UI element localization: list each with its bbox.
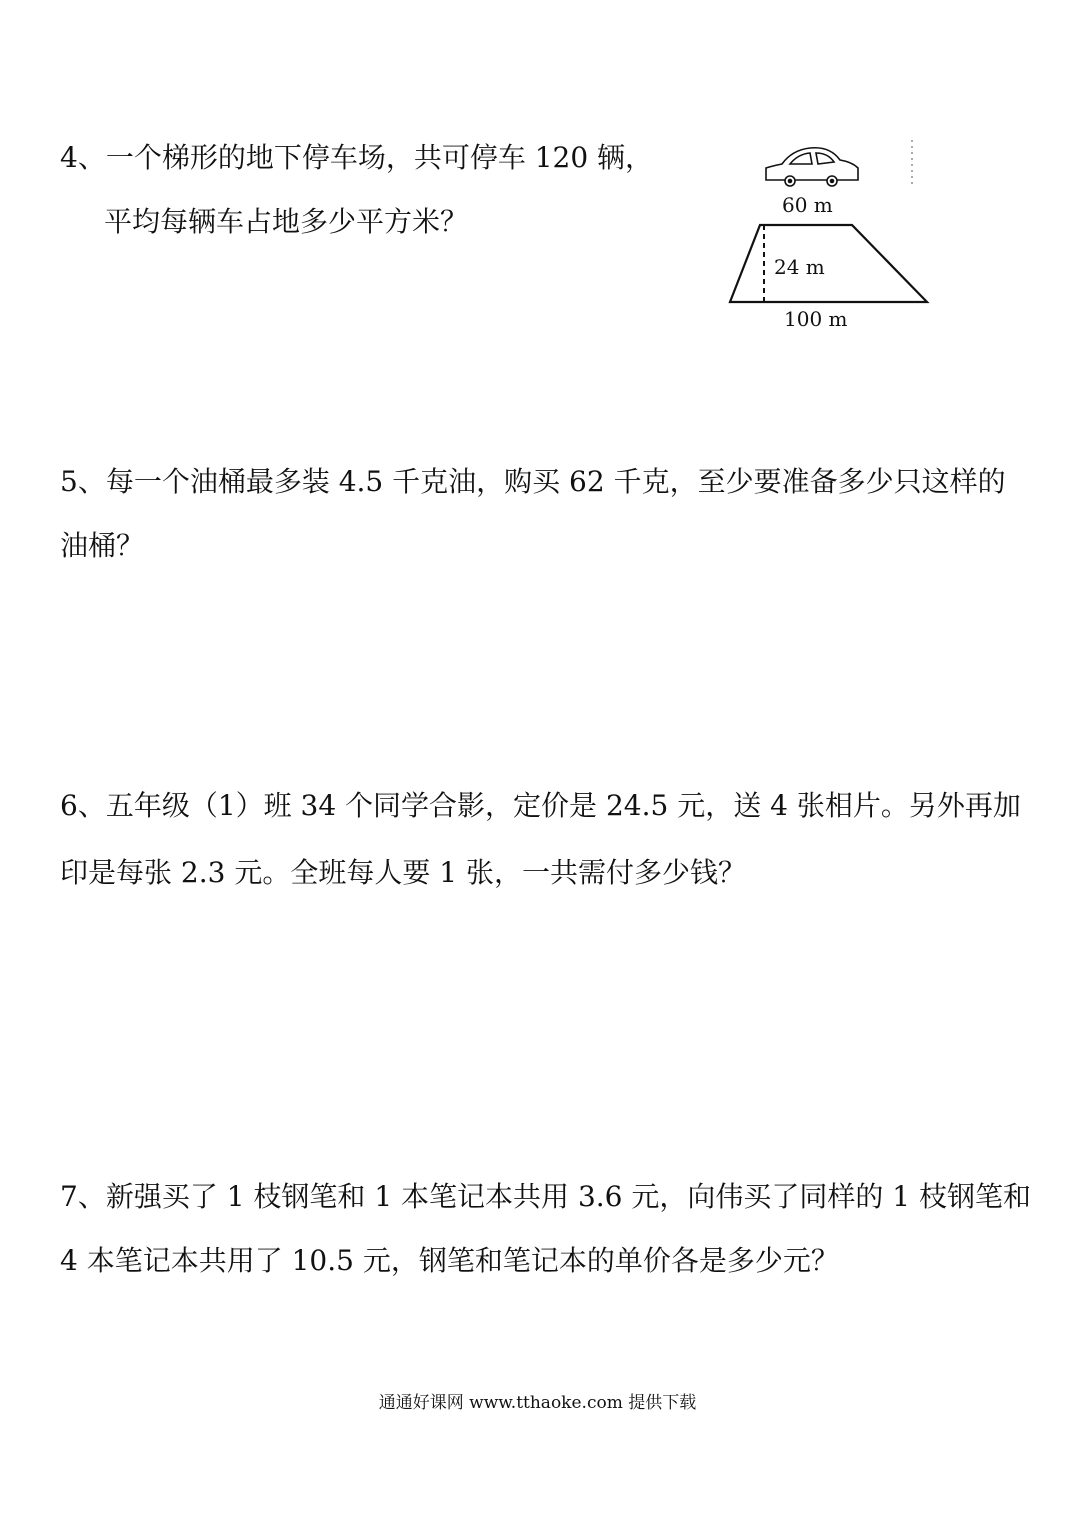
problem-6-line-2: 印是每张 2.3 元。全班每人要 1 张，一共需付多少钱？ <box>60 856 746 889</box>
problem-6-line-1: 6、五年级（1）班 34 个同学合影，定价是 24.5 元，送 4 张相片。另外再加 <box>60 789 1021 822</box>
trapezoid-diagram <box>720 128 950 338</box>
problem-5-line-2: 油桶？ <box>60 529 145 562</box>
problem-5-line-1: 5、每一个油桶最多装 4.5 千克油，购买 62 千克，至少要准备多少只这样的 <box>60 465 1006 498</box>
trapezoid-parking-figure <box>720 128 950 338</box>
footer-credit: 通通好课网 www.tthaoke.com 提供下载 <box>378 1393 697 1413</box>
car-icon <box>766 148 858 186</box>
trapezoid-shape <box>730 225 927 302</box>
problem-7-line-1: 7、新强买了 1 枝钢笔和 1 本笔记本共用 3.6 元，向伟买了同样的 1 枝钢笔和 <box>60 1180 1031 1213</box>
figure-height-label: 24 m <box>774 255 825 279</box>
problem-7-line-2: 4 本笔记本共用了 10.5 元，钢笔和笔记本的单价各是多少元？ <box>60 1244 839 1277</box>
figure-top-label: 60 m <box>782 193 833 217</box>
problem-4-line-2: 平均每辆车占地多少平方米？ <box>104 205 469 238</box>
problem-4-line-1: 4、一个梯形的地下停车场，共可停车 120 辆， <box>60 141 654 174</box>
figure-bottom-label: 100 m <box>784 307 848 331</box>
